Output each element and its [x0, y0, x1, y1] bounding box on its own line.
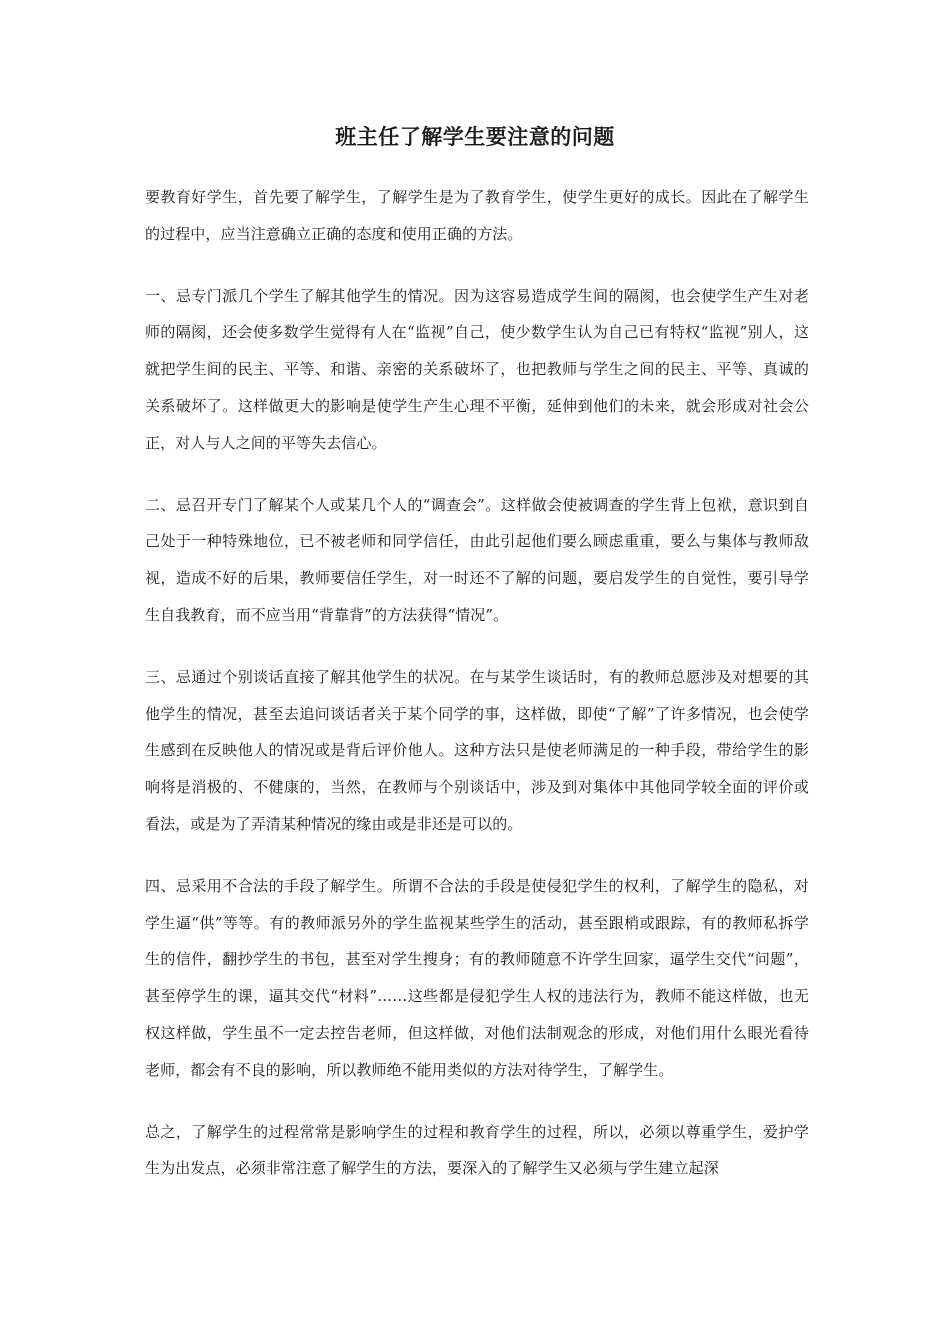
document-body — [145, 179, 809, 1212]
paragraph-conclusion: 总之，了解学生的过程常常是影响学生的过程和教育学生的过程，所以，必须以尊重学生，爱护学生为出发点，必须非常注意了解学生的方法，要深入的了解学生又必须与学生建立起深 — [145, 1122, 809, 1178]
paragraph-point-two: 二、忌召开专门了解某个人或某几个人的“调查会”。这样做会使被调查的学生背上包袱，意识到自己处于一种特殊地位，已不被老师和同学信任，由此引起他们要么顾虑重重，要么与集体与教师敌视，造成不好的后果，教师要信任学生，对一时还不了解的问题，要启发学生的自觉性，要引导学生自我教育，而不应当用“背靠背”的方法获得“情况”。 — [145, 495, 809, 624]
paragraph-point-three: 三、忌通过个别谈话直接了解其他学生的状况。在与某学生谈话时，有的教师总愿涉及对想要的其他学生的情况，甚至去追问谈话者关于某个同学的事，这样做，即使“了解”了许多情况，也会使学生感到在反映他人的情况或是背后评价他人。这种方法只是使老师满足的一种手段，带给学生的影响将是消极的、不健康的，当然，在教师与个别谈话中，涉及到对集体中其他同学较全面的评价或看法，或是为了弄清某种情况的缘由或是非还是可以的。 — [145, 667, 809, 833]
paragraph-intro: 要教育好学生，首先要了解学生，了解学生是为了教育学生，使学生更好的成长。因此在了解学生的过程中，应当注意确立正确的态度和使用正确的方法。 — [145, 188, 809, 243]
document-title: 班主任了解学生要注意的问题 — [335, 124, 615, 149]
paragraph-point-one: 一、忌专门派几个学生了解其他学生的情况。因为这容易造成学生间的隔阂，也会使学生产生对老师的隔阂，还会使多数学生觉得有人在“监视”自己，使少数学生认为自己已有特权“监视”别人，这就把学生间的民主、平等、和谐、亲密的关系破坏了，也把教师与学生之间的民主、平等、真诚的关系破坏了。这样做更大的影响是使学生产生心理不平衡，延伸到他们的未来，就会形成对社会公正，对人与人之间的平等失去信心。 — [145, 286, 809, 452]
paragraph-point-four: 四、忌采用不合法的手段了解学生。所谓不合法的手段是使侵犯学生的权利，了解学生的隐私，对学生逼“供”等等。有的教师派另外的学生监视某些学生的活动，甚至跟梢或跟踪，有的教师私拆学生的信件，翻抄学生的书包，甚至对学生搜身；有的教师随意不许学生回家，逼学生交代“问题”，甚至停学生的课，逼其交代“材料”……这些都是侵犯学生人权的违法行为，教师不能这样做，也无权这样做，学生虽不一定去控告老师，但这样做，对他们法制观念的形成，对他们用什么眼光看待老师，都会有不良的影响，所以教师绝不能用类似的方法对待学生，了解学生。 — [145, 876, 809, 1079]
